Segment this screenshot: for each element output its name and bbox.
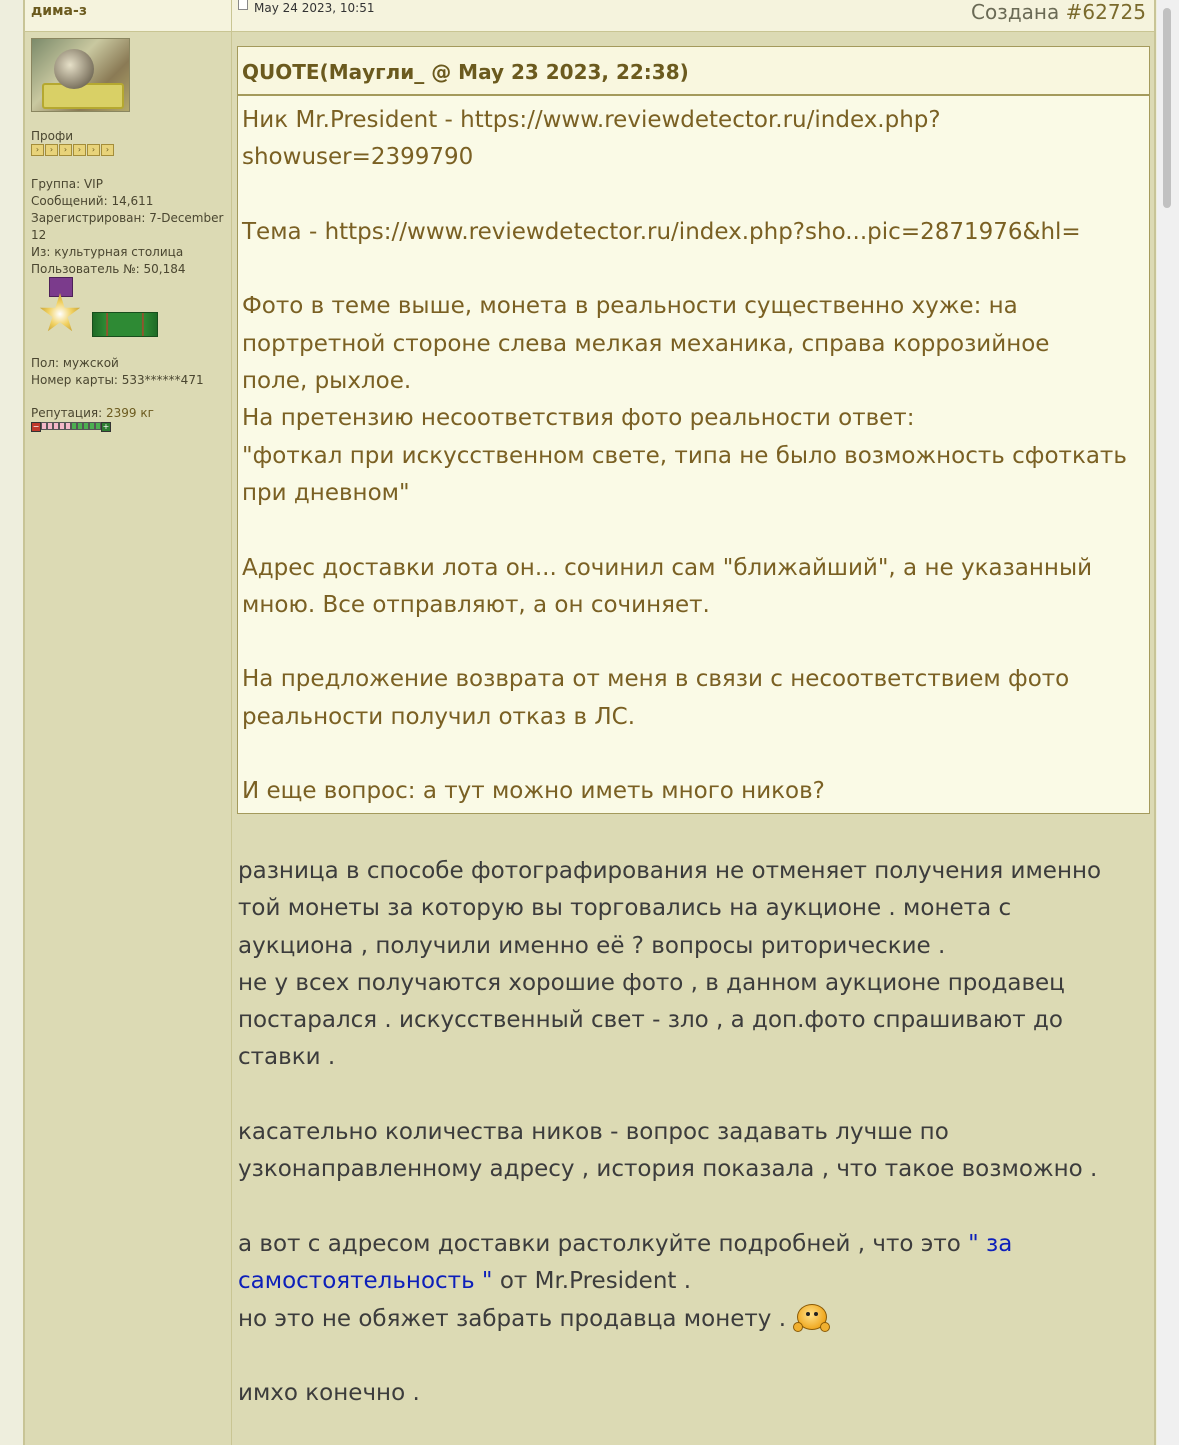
profile-from: Из: культурная столица	[31, 245, 184, 259]
post-date: May 24 2023, 10:51	[254, 1, 375, 15]
quote-header: QUOTE(Маугли_ @ May 23 2023, 22:38)	[238, 47, 1149, 96]
post-line	[238, 1301, 1148, 1338]
quote-line: портретной стороне слева мелкая механика, справа коррозийное	[242, 330, 1050, 357]
post-line	[238, 1226, 1148, 1263]
quote-link[interactable]: " за	[968, 1230, 1013, 1257]
quote-line: Ник Mr.President - https://www.reviewdetector.ru/index.php?	[242, 107, 941, 133]
post-frame	[23, 0, 1156, 1445]
quote-line: мною. Все отправляют, а он сочиняет.	[242, 591, 710, 618]
medal-icon	[39, 277, 81, 337]
post-line: касательно количества ников - вопрос задавать лучше по	[238, 1119, 949, 1146]
quote-block	[237, 46, 1150, 814]
post-line: не у всех получаются хорошие фото , в данном аукционе продавец	[238, 969, 1065, 996]
quote-body	[238, 96, 1149, 811]
quote-link[interactable]: самостоятельность "	[238, 1268, 493, 1295]
avatar[interactable]	[31, 38, 130, 112]
created-label: Создана	[970, 0, 1060, 24]
profile-registered: Зарегистрирован: 7-December	[31, 211, 224, 225]
rank-title: Профи	[31, 129, 74, 143]
post-line: ставки .	[238, 1044, 336, 1071]
reputation-plus-icon[interactable]: +	[102, 422, 110, 431]
post-text: а вот с адресом доставки растолкуйте подробней , что это	[238, 1230, 969, 1257]
column-divider	[231, 0, 232, 1445]
post-line: разница в способе фотографирования не отменяет получения именно	[238, 858, 1102, 884]
post-line	[238, 1263, 1148, 1300]
profile-info	[31, 176, 223, 278]
scrollbar-thumb[interactable]	[1163, 8, 1171, 208]
post-line: имхо конечно .	[238, 1380, 420, 1407]
smiley-icon	[793, 1302, 829, 1332]
post-icon	[238, 0, 248, 10]
profile-card: Номер карты: 533******471	[31, 373, 204, 387]
quote-line: поле, рыхлое.	[242, 368, 412, 395]
quote-line: Фото в теме выше, монета в реальности существенно хуже: на	[242, 293, 1018, 320]
reputation-label: Репутация:	[31, 406, 103, 420]
award-ribbon-icon	[92, 312, 158, 337]
scrollbar[interactable]	[1157, 0, 1179, 1445]
profile-info-2	[31, 355, 204, 389]
quote-line: На предложение возврата от меня в связи с несоответствием фото	[242, 666, 1070, 693]
post-header	[25, 0, 1154, 32]
rank-pips: › › › › › ›	[31, 144, 115, 156]
reputation	[31, 405, 154, 422]
post-created	[971, 0, 1146, 24]
quote-line: Адрес доставки лота он... сочинил сам "ближайший", а не указанный	[242, 554, 1093, 581]
profile-gender: Пол: мужской	[31, 356, 119, 370]
quote-line: "фоткал при искусственном свете, типа не было возможность сфоткать	[242, 442, 1127, 469]
post-line: узконаправленному адресу , история показала , что такое возможно .	[238, 1156, 1098, 1183]
profile-registered-cont: 12	[31, 228, 47, 242]
profile-messages: Сообщений: 14,611	[31, 194, 154, 208]
post-number-link[interactable]: #62725	[1065, 0, 1146, 24]
quote-line: На претензию несоответствия фото реальности ответ:	[242, 405, 915, 432]
author-name[interactable]: дима-з	[31, 3, 87, 19]
post-body	[238, 853, 1148, 1412]
quote-line: Тема - https://www.reviewdetector.ru/index.php?sho...pic=2871976&hl=	[242, 218, 1081, 245]
post-line: постарался . искусственный свет - зло , а доп.фото спрашивают до	[238, 1007, 1063, 1034]
profile-group: Группа: VIP	[31, 177, 103, 191]
quote-line: при дневном"	[242, 479, 410, 506]
profile-user-no: Пользователь №: 50,184	[31, 262, 186, 276]
reputation-bar	[31, 422, 111, 432]
quote-line: И еще вопрос: а тут можно иметь много ников?	[242, 778, 825, 805]
quote-line: реальности получил отказ в ЛС.	[242, 703, 636, 730]
post-text: но это не обяжет забрать продавца монету .	[238, 1305, 794, 1332]
post-line: той монеты за которую вы торговались на аукционе . монета с	[238, 895, 1012, 922]
quote-line: showuser=2399790	[242, 144, 474, 171]
post-text: от Mr.President .	[492, 1268, 692, 1295]
post-line: аукциона , получили именно её ? вопросы риторические .	[238, 932, 946, 959]
reputation-minus-icon[interactable]: −	[32, 422, 40, 431]
reputation-value[interactable]: 2399 кг	[105, 406, 154, 420]
